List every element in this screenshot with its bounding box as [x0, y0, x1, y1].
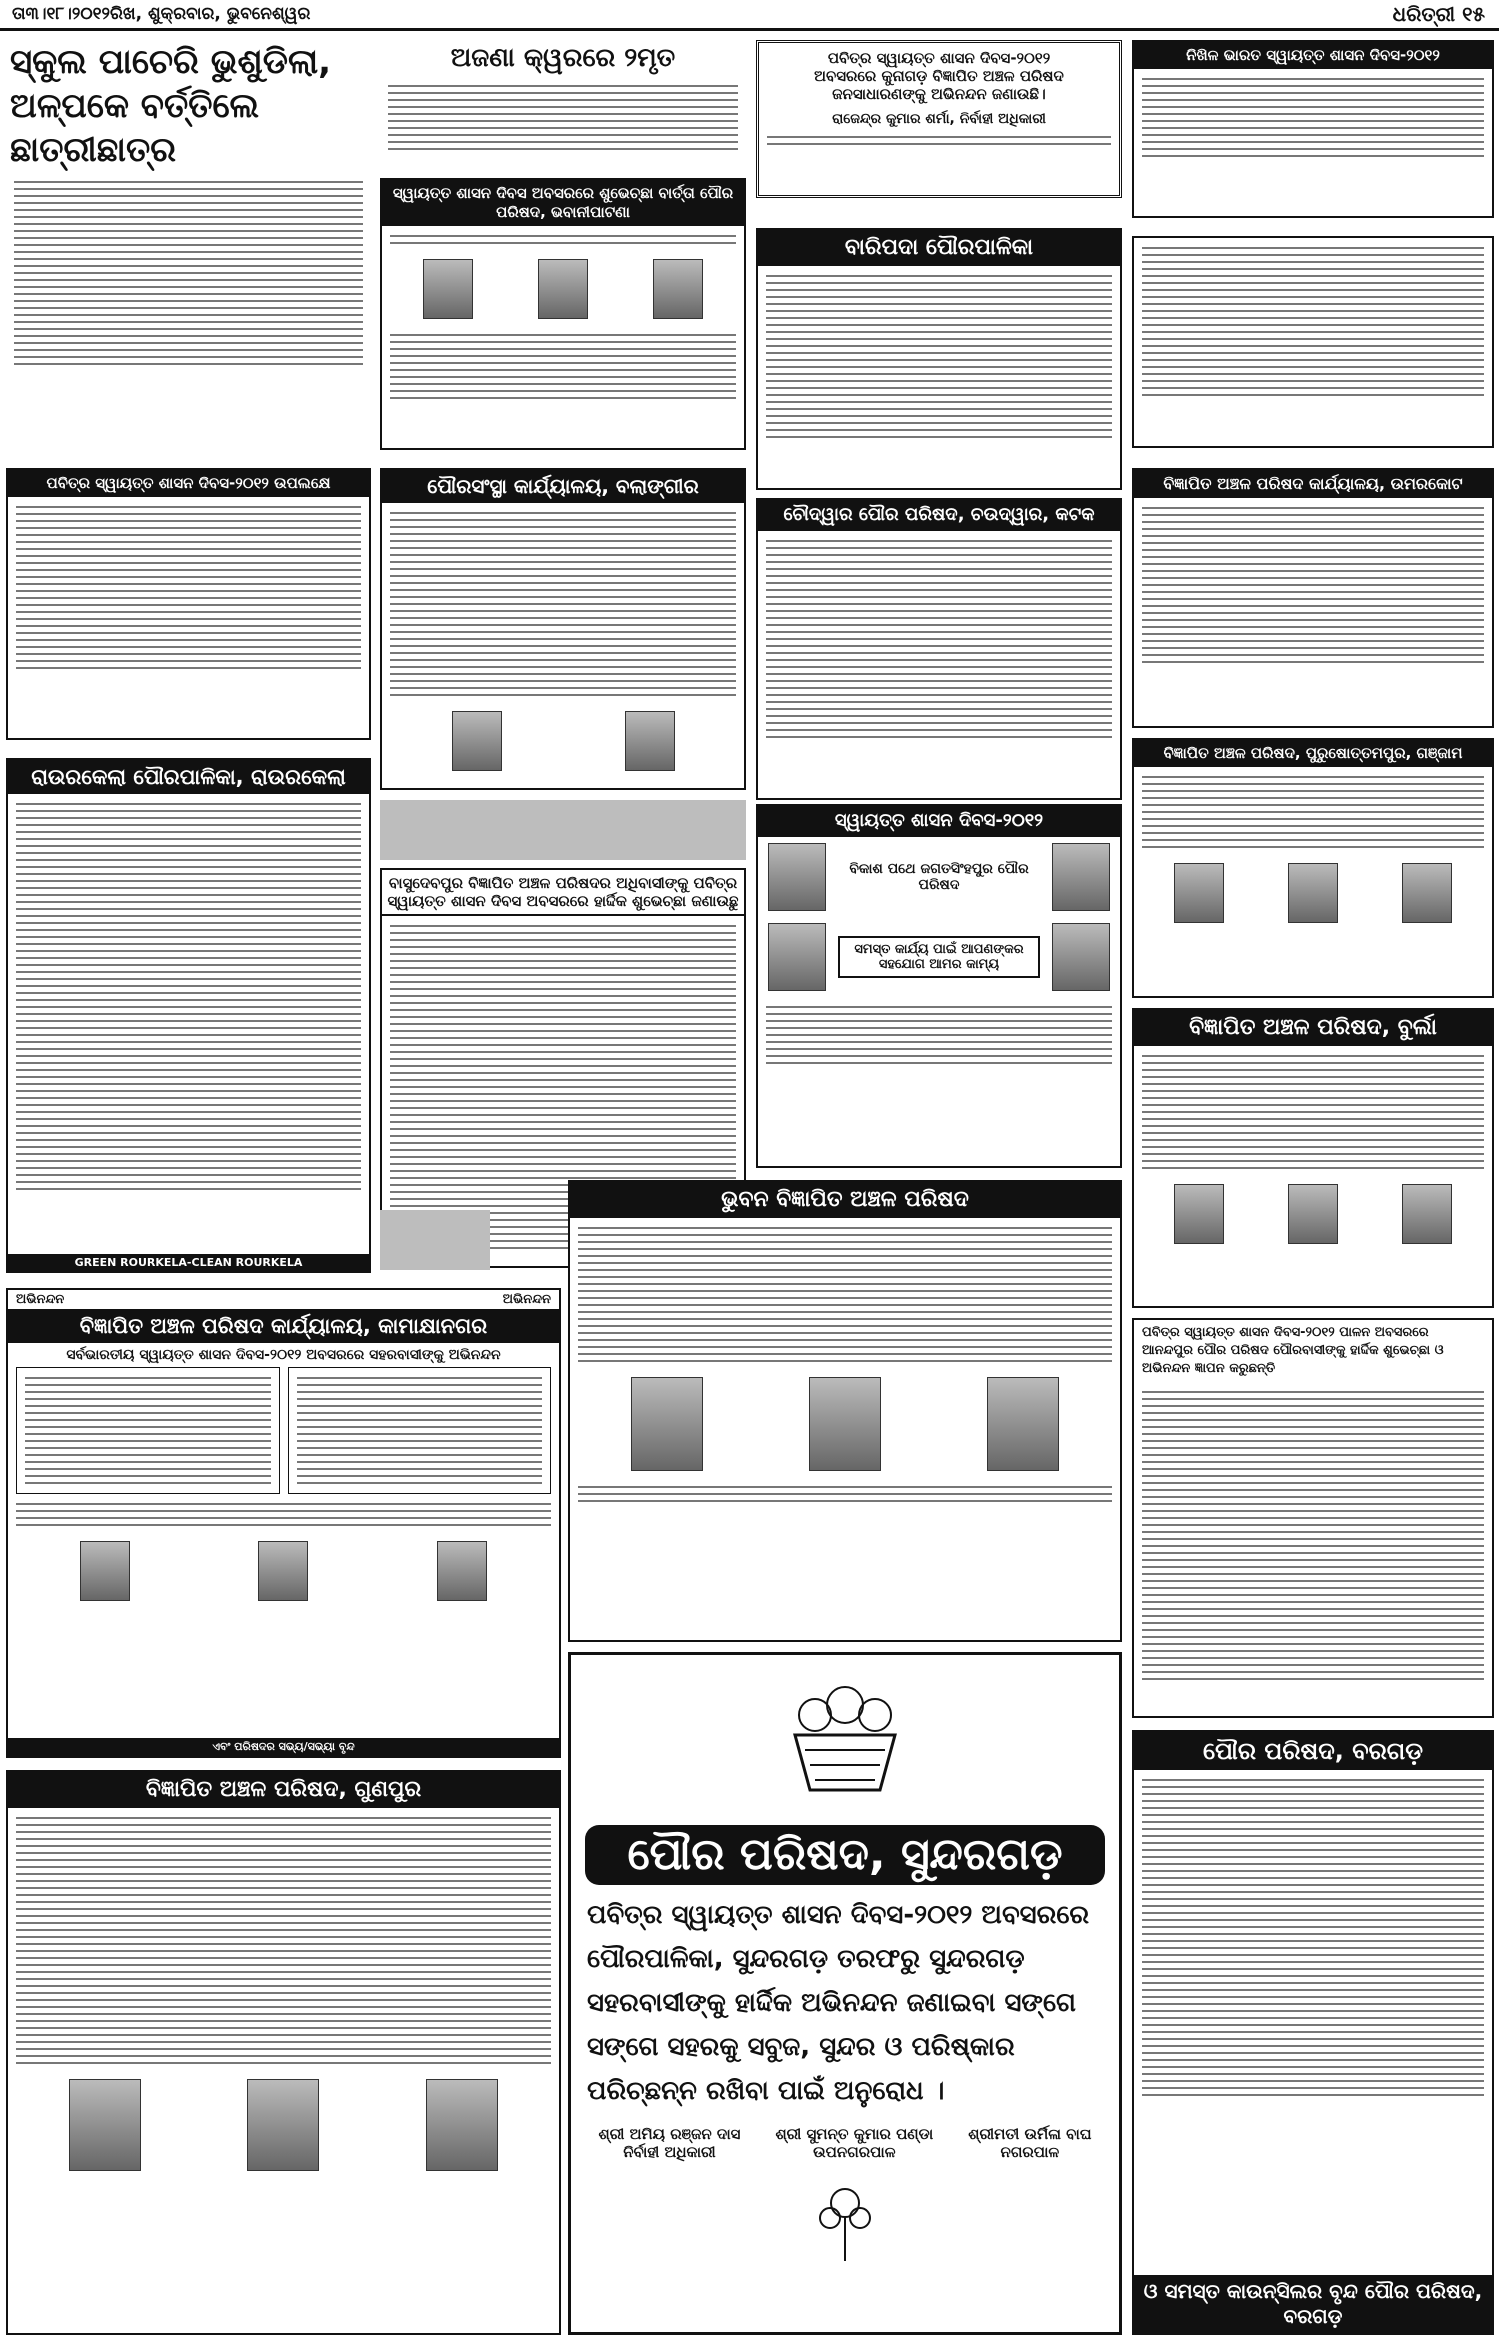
photo: [987, 1377, 1059, 1471]
ad-rourkela-title: ରାଉରକେଲା ପୌରପାଳିକା, ରାଉରକେଲା: [8, 760, 369, 794]
ad-upalakshe: [6, 468, 371, 740]
headline-line2: ଅଳ୍ପକେ ବର୍ତ୍ତିଲେ ଛାତ୍ରୀଛାତ୍ର: [10, 86, 260, 170]
ad-rourkela: [6, 758, 371, 1273]
ad-burla-body: [1134, 1046, 1492, 1178]
photo: [426, 2079, 498, 2171]
jagatsinghpur-sub: ବିକାଶ ପଥେ ଜଗତସିଂହପୁର ପୌର ପରିଷଦ: [849, 860, 1029, 893]
sundargarh-sig1: ଶ୍ରୀ ଅମିୟ ରଞ୍ଜନ ଦାସ: [598, 2125, 741, 2143]
kunagad-officer: ରାଜେନ୍ଦ୍ର କୁମାର ଶର୍ମା, ନିର୍ବାହୀ ଅଧିକାରୀ: [832, 111, 1046, 127]
kamakhyanagar-photos: [8, 1535, 559, 1607]
ad-nikhila-body: [1134, 69, 1492, 166]
ad-upalakshe-body: [8, 497, 369, 678]
ad-balangir-body: [382, 503, 744, 705]
ad-jagatsinghpur: [756, 804, 1122, 1168]
balangir-photos: [382, 705, 744, 777]
ad-baripada-body: [758, 266, 1120, 447]
photo: [538, 259, 588, 319]
ad-jagatsinghpur-body: [758, 997, 1120, 1073]
purushottampur-photos: [1134, 857, 1492, 929]
bhuban-photos: [570, 1371, 1120, 1477]
kamakhyanagar-tag-right: ଅଭିନନ୍ଦନ: [502, 1292, 551, 1307]
photo: [631, 1377, 703, 1471]
photo: [1052, 843, 1110, 911]
ad-rourkela-body: [8, 794, 369, 1199]
photo: [625, 711, 675, 771]
headline-line1: ସ୍କୁଲ ପାଚେରି ଭୁଶୁଡିଲା,: [10, 42, 332, 82]
photo: [809, 1377, 881, 1471]
ad-baripada-title: ବାରିପଦା ପୌରପାଳିକା: [758, 230, 1120, 266]
burla-photos: [1134, 1178, 1492, 1250]
photo: [1402, 863, 1452, 923]
ad-nikhila-list: [1132, 236, 1494, 448]
photo: [1288, 1184, 1338, 1244]
ad-basudevpur-title: ବାସୁଦେବପୁର ବିଜ୍ଞାପିତ ଅଞ୍ଚଳ ପରିଷଦର ଅଧିବାସୀଙ୍କୁ ପବିତ୍ର ସ୍ୱାୟତ୍ତ ଶାସନ ଦିବସ ଅବସରରେ ହାର୍ଦ୍ଦିକ ଶୁଭେଚ୍ଛା ଜଣାଉଛୁ: [382, 870, 744, 916]
ad-umarkot: [1132, 468, 1494, 728]
photo: [1052, 923, 1110, 991]
ad-umarkot-body: [1134, 498, 1492, 672]
photo: [1288, 863, 1338, 923]
ad-bhawanipatna: [380, 178, 746, 450]
bhawanipatna-intro: [382, 226, 744, 253]
photo: [1174, 863, 1224, 923]
blank-space: [380, 800, 746, 860]
photo: [768, 843, 826, 911]
flower-icon: [800, 2173, 890, 2263]
news2-body: [380, 76, 746, 159]
rourkela-footer: GREEN ROURKELA-CLEAN ROURKELA: [8, 1254, 369, 1271]
photo: [653, 259, 703, 319]
kunagad-line3: ଜନସାଧାରଣଙ୍କୁ ଅଭିନନ୍ଦନ ଜଣାଉଛି।: [832, 85, 1046, 103]
ad-sundargarh-title: ପୌର ପରିଷଦ, ସୁନ୍ଦରଗଡ଼: [585, 1825, 1105, 1885]
ad-choudwar: [756, 498, 1122, 800]
kamakhyanagar-footer: ଏବଂ ପରିଷଦର ସଭ୍ୟ/ସଭ୍ୟା ବୃନ୍ଦ: [8, 1738, 559, 1756]
ad-burla-title: ବିଜ୍ଞାପିତ ଅଞ୍ଚଳ ପରିଷଦ, ବୁର୍ଲା: [1134, 1010, 1492, 1046]
kamakhyanagar-list-right: [288, 1367, 552, 1494]
news2-title: ଅଜଣା କ୍ୱରରେ ୨ମୃତ: [450, 43, 676, 73]
ad-choudwar-title: ଚୌଦ୍ୱାର ପୌର ପରିଷଦ, ଚଉଦ୍ୱାର, କଟକ: [758, 500, 1120, 531]
sundargarh-sig1-role: ନିର୍ବାହୀ ଅଧିକାରୀ: [623, 2143, 716, 2161]
ad-jagatsinghpur-title: ସ୍ୱାୟତ୍ତ ଶାସନ ଦିବସ-୨୦୧୨: [758, 806, 1120, 837]
ad-bargarh-body: [1134, 1770, 1492, 2105]
ad-bhuban-body: [570, 1218, 1120, 1371]
photo: [452, 711, 502, 771]
ad-upalakshe-title: ପବିତ୍ର ସ୍ୱାୟତ୍ତ ଶାସନ ଦିବସ-୨୦୧୨ ଉପଲକ୍ଷେ: [8, 470, 369, 497]
ad-bargarh-title: ପୌର ପରିଷଦ, ବରଗଡ଼: [1134, 1732, 1492, 1770]
bhuban-sigs: [570, 1477, 1120, 1511]
bhawanipatna-body: [382, 325, 744, 408]
sundargarh-sig3-role: ନଗରପାଳ: [1000, 2143, 1060, 2161]
ad-balangir: [380, 468, 746, 790]
blank-space: [380, 1210, 490, 1270]
ad-baripada: [756, 228, 1122, 490]
kamakhyanagar-tag-left: ଅଭିନନ୍ଦନ: [16, 1292, 65, 1307]
ad-anandapur-body: [1134, 1382, 1492, 1689]
headline-body: [6, 172, 371, 374]
ad-anandapur-title: ପବିତ୍ର ସ୍ୱାୟତ୍ତ ଶାସନ ଦିବସ-୨୦୧୨ ପାଳନ ଅବସରରେ ଆନନ୍ଦପୁର ପୌର ପରିଷଦ ପୌରବାସୀଙ୍କୁ ହାର୍ଦ୍ଦିକ ଶୁଭେଚ୍ଛା ଓ ଅଭିନନ୍ଦନ ଜ୍ଞାପନ କରୁଛନ୍ତି: [1142, 1325, 1444, 1376]
ad-purushottampur-body: [1134, 767, 1492, 857]
photo: [768, 923, 826, 991]
ad-gunupur-body: [8, 1808, 559, 2073]
ad-burla: [1132, 1008, 1494, 1308]
kunagad-sigs: [759, 127, 1119, 154]
ad-kamakhyanagar-title: ବିଜ୍ଞାପିତ ଅଞ୍ଚଳ ପରିଷଦ କାର୍ଯ୍ୟାଳୟ, କାମାକ୍ଷାନଗର: [8, 1309, 559, 1343]
sundargarh-sig2: ଶ୍ରୀ ସୁମନ୍ତ କୁମାର ପଣ୍ଡା: [775, 2125, 934, 2143]
photo: [80, 1541, 130, 1601]
page-header: [0, 0, 1499, 31]
ad-nikhila: [1132, 40, 1494, 218]
ad-purushottampur-title: ବିଜ୍ଞାପିତ ଅଞ୍ଚଳ ପରିଷଦ, ପୁରୁଷୋତ୍ତମପୁର, ଗଞ୍ଜାମ: [1134, 740, 1492, 767]
bhawanipatna-photos: [382, 253, 744, 325]
ad-choudwar-body: [758, 531, 1120, 747]
ad-bhuban-title: ଭୁବନ ବିଜ୍ଞାପିତ ଅଞ୍ଚଳ ପରିଷଦ: [570, 1182, 1120, 1218]
date-line: ତା୩।୧୮।୨୦୧୨ରିଖ, ଶୁକ୍ରବାର, ଭୁବନେଶ୍ୱର: [12, 4, 311, 24]
photo: [437, 1541, 487, 1601]
ad-nikhila-title: ନିଖିଳ ଭାରତ ସ୍ୱାୟତ୍ତ ଶାସନ ଦିବସ-୨୦୧୨: [1134, 42, 1492, 69]
ad-bhuban: [568, 1180, 1122, 1642]
ad-bhawanipatna-title: ସ୍ୱାୟତ୍ତ ଶାସନ ଦିବସ ଅବସରରେ ଶୁଭେଚ୍ଛା ବାର୍ତ୍ତା ପୌର ପରିଷଦ, ଭବାନୀପାଟଣା: [382, 180, 744, 226]
photo: [247, 2079, 319, 2171]
gunupur-photos: [8, 2073, 559, 2177]
photo: [1174, 1184, 1224, 1244]
paper-name: ଧରିତ୍ରୀ ୧୫: [1392, 2, 1485, 26]
sundargarh-sig2-role: ଉପନଗରପାଳ: [813, 2143, 896, 2161]
sundargarh-body: ପବିତ୍ର ସ୍ୱାୟତ୍ତ ଶାସନ ଦିବସ-୨୦୧୨ ଅବସରରେ ପୌରପାଳିକା, ସୁନ୍ଦରଗଡ଼ ତରଫରୁ ସୁନ୍ଦରଗଡ଼ ସହରବାସୀଙ୍କୁ ହାର୍ଦ୍ଦିକ ଅଭିନନ୍ଦନ ଜଣାଇବା ସଙ୍ଗେ ସଙ୍ଗେ ସହରକୁ ସବୁଜ, ସୁନ୍ଦର ଓ ପରିଷ୍କାର ପରିଚ୍ଛନ୍ନ ରଖିବା ପାଇଁ ଅନୁରୋଧ ।: [587, 1900, 1090, 2106]
ad-balangir-title: ପୌରସଂସ୍ଥା କାର୍ଯ୍ୟାଳୟ, ବଲାଙ୍ଗୀର: [382, 470, 744, 503]
ad-gunupur: [6, 1770, 561, 2335]
photo: [1402, 1184, 1452, 1244]
ad-sundargarh: [568, 1652, 1122, 2335]
kamakhyanagar-sub: ସର୍ବଭାରତୀୟ ସ୍ୱାୟତ୍ତ ଶାସନ ଦିବସ-୨୦୧୨ ଅବସରରେ ସହରବାସୀଙ୍କୁ ଅଭିନନ୍ଦନ: [66, 1347, 501, 1364]
kamakhyanagar-list-left: [16, 1367, 280, 1494]
photo: [423, 259, 473, 319]
ad-umarkot-title: ବିଜ୍ଞାପିତ ଅଞ୍ଚଳ ପରିଷଦ କାର୍ଯ୍ୟାଳୟ, ଉମରକୋଟ: [1134, 470, 1492, 498]
kamakhyanagar-body: [8, 1494, 559, 1535]
ad-purushottampur: [1132, 738, 1494, 998]
photo: [69, 2079, 141, 2171]
headline-story: [6, 40, 371, 450]
ad-anandapur: [1132, 1318, 1494, 1718]
kunagad-line1: ପବିତ୍ର ସ୍ୱାୟତ୍ତ ଶାସନ ଦିବସ-୨୦୧୨: [827, 49, 1051, 67]
ad-gunupur-title: ବିଜ୍ଞାପିତ ଅଞ୍ଚଳ ପରିଷଦ, ଗୁଣପୁର: [8, 1772, 559, 1808]
ad-nikhila-list-body: [1134, 238, 1492, 405]
ad-kamakhyanagar: [6, 1288, 561, 1758]
ad-kunagad: [756, 40, 1122, 198]
kunagad-line2: ଅବସରରେ କୁନାଗଡ଼ ବିଜ୍ଞାପିତ ଅଞ୍ଚଳ ପରିଷଦ: [814, 67, 1064, 85]
photo: [258, 1541, 308, 1601]
bargarh-footer: ଓ ସମସ୍ତ କାଉନ୍ସିଲର ବୃନ୍ଦ ପୌର ପରିଷଦ, ବରଗଡ଼: [1134, 2275, 1492, 2333]
sundargarh-sig3: ଶ୍ରୀମତୀ ଉର୍ମିଳା ବାଘ: [968, 2125, 1092, 2143]
flower-basket-icon: [765, 1680, 925, 1800]
jagatsinghpur-motto: ସମସ୍ତ କାର୍ଯ୍ୟ ପାଇଁ ଆପଣଙ୍କର ସହଯୋଗ ଆମର କାମ୍ୟ: [838, 936, 1040, 978]
ad-bargarh: [1132, 1730, 1494, 2335]
